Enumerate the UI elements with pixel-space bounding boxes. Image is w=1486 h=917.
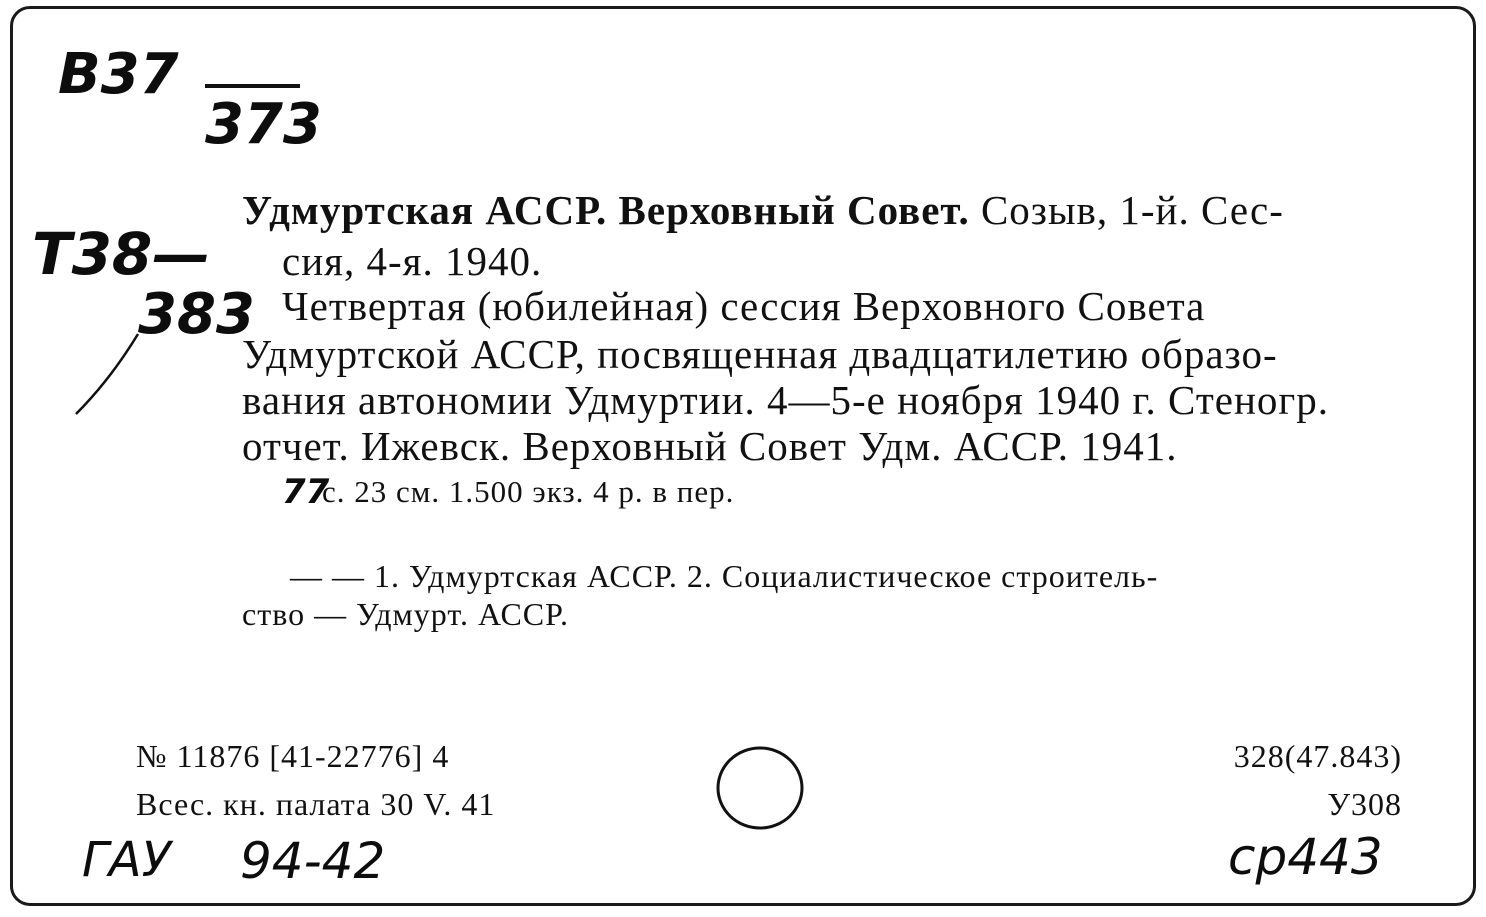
handwritten-stroke bbox=[70, 330, 150, 420]
shelfmark-top-number: 373 bbox=[205, 92, 322, 157]
fraction-bar bbox=[205, 84, 300, 88]
archive-code: ГАУ bbox=[82, 832, 171, 888]
title-line-2: Удмуртской АССР, посвященная двадцатилетию образо- bbox=[242, 331, 1278, 377]
author-mark: У308 bbox=[1327, 786, 1402, 822]
corporate-author: Удмуртская АССР. Верховный Совет. bbox=[242, 187, 970, 233]
page-count-correction: 77 bbox=[282, 472, 330, 512]
shelfmark-mid-number: 383 bbox=[138, 282, 255, 347]
entry-heading bbox=[242, 186, 1284, 234]
title-line-4: отчет. Ижевск. Верховный Совет Удм. АССР. 1941. bbox=[242, 423, 1178, 469]
bottom-right-code: ср443 bbox=[1228, 828, 1383, 886]
punch-hole bbox=[712, 738, 808, 834]
shelfmark-mid: Т38— bbox=[32, 220, 211, 288]
classification: 328(47.843) bbox=[1233, 738, 1402, 774]
shelfmark-top: В37 bbox=[58, 42, 179, 107]
title-line-1: Четвертая (юбилейная) сессия Верховного Совета bbox=[282, 283, 1206, 329]
collation: с. 23 см. 1.500 экз. 4 р. в пер. bbox=[322, 474, 735, 509]
entry-heading-line2: сия, 4-я. 1940. bbox=[282, 238, 543, 284]
card-number: № 11876 [41-22776] 4 bbox=[136, 738, 450, 774]
heading-continuation: Созыв, 1-й. Сес- bbox=[980, 187, 1284, 233]
archive-number: 94-42 bbox=[240, 832, 386, 890]
book-chamber: Всес. кн. палата 30 V. 41 bbox=[136, 786, 496, 822]
subject-line-2: ство — Удмурт. АССР. bbox=[242, 596, 569, 632]
subject-line-1: — — 1. Удмуртская АССР. 2. Социалистическое строитель- bbox=[290, 558, 1159, 594]
title-line-3: вания автономии Удмуртии. 4—5-е ноября 1940 г. Стеногр. bbox=[242, 377, 1329, 423]
